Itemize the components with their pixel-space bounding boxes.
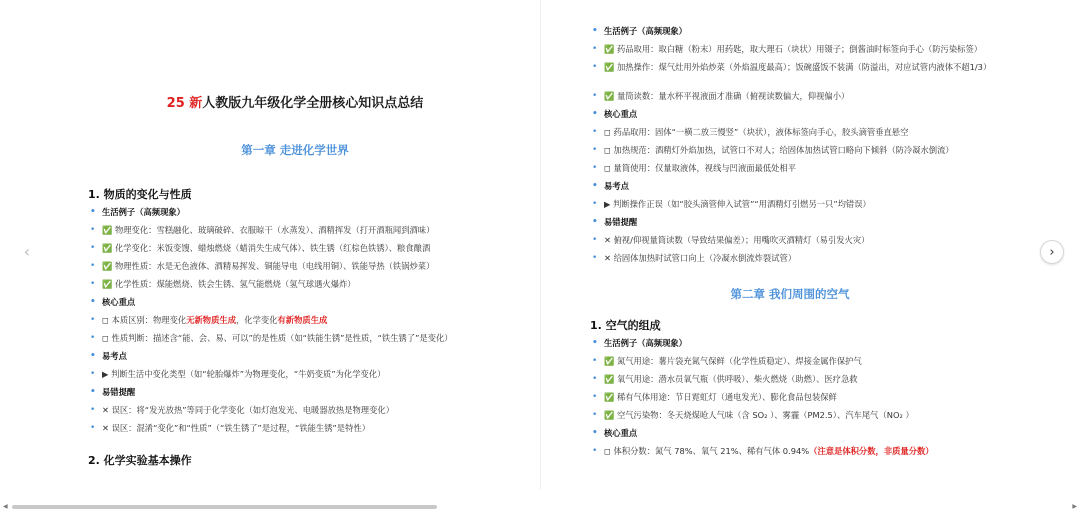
bullet-icon: • xyxy=(90,423,96,433)
list-item: • ◻ 量筒使用：仅量取液体，视线与凹液面最低处相平 xyxy=(592,163,797,173)
horizontal-scrollbar[interactable] xyxy=(0,502,1080,511)
bullet-icon: • xyxy=(592,338,598,348)
section-heading-1: 1. 物质的变化与性质 xyxy=(88,188,192,201)
list-item: • ✅ 加热操作：煤气灶用外焰炒菜（外焰温度最高）；饭碗盛饭不装满（防溢出，对应试管内液体不超1/3） xyxy=(592,62,992,72)
list-item: • 生活例子（高频现象） xyxy=(90,207,185,217)
bullet-icon: • xyxy=(90,279,96,289)
bullet-icon: • xyxy=(90,369,96,379)
bullet-icon: • xyxy=(592,181,598,191)
bullet-icon: • xyxy=(90,297,96,307)
section-heading-air: 1. 空气的组成 xyxy=(590,319,661,332)
bullet-icon: • xyxy=(592,356,598,366)
bullet-icon: • xyxy=(592,253,598,263)
list-item: • ✅ 空气污染物：冬天烧煤呛人气味（含 SO₂ ）、雾霾（PM2.5）、汽车尾气（NO₂ ） xyxy=(592,410,914,420)
scroll-right-icon[interactable]: ▶ xyxy=(1072,503,1077,510)
list-item: • ✅ 化学性质：煤能燃烧、铁会生锈、氢气能燃烧（氢气球遇火爆炸） xyxy=(90,279,356,289)
list-item: • ✕ 给固体加热时试管口向上（冷凝水倒流炸裂试管） xyxy=(592,253,797,263)
list-item: • ✅ 量筒读数：量水杯平视液面才准确（俯视读数偏大，仰视偏小） xyxy=(592,91,850,101)
list-item: • 易考点 xyxy=(90,351,127,361)
list-item: • ✅ 化学变化：米饭变馊、蜡烛燃烧（蜡消失生成气体）、铁生锈（红棕色铁锈）、粮食酿酒 xyxy=(90,243,431,253)
left-list xyxy=(88,207,453,441)
next-page-button[interactable] xyxy=(1040,240,1064,264)
list-item: • ◻ 性质判断：描述含“能、会、易、可以”的是性质（如“铁能生锈”是性质，“铁生锈了”是变化） xyxy=(90,333,453,343)
scroll-left-icon[interactable]: ◀ xyxy=(3,503,8,510)
bullet-icon: • xyxy=(592,163,598,173)
list-item: • ◻ 药品取用：固体“一横二放三慢竖”（块状），液体标签向手心，胶头滴管垂直悬空 xyxy=(592,127,909,137)
bullet-icon: • xyxy=(592,26,598,36)
title-highlight: 25 新 xyxy=(166,96,203,111)
prev-page-button[interactable] xyxy=(16,240,38,262)
list-item: • 易错提醒 xyxy=(592,217,638,227)
bullet-icon: • xyxy=(592,109,598,119)
bullet-icon: • xyxy=(592,374,598,384)
list-item: • ✕ 俯视/仰视量筒读数（导致结果偏差）；用嘴吹灭酒精灯（易引发火灾） xyxy=(592,235,870,245)
bullet-icon: • xyxy=(592,392,598,402)
list-item: • 生活例子（高频现象） xyxy=(592,26,687,36)
list-item: • 核心重点 xyxy=(90,297,136,307)
bullet-icon: • xyxy=(592,217,598,227)
bullet-icon: • xyxy=(592,145,598,155)
list-item: • 易考点 xyxy=(592,181,629,191)
list-item: • ✕ 误区：将“发光放热”等同于化学变化（如灯泡发光、电暖器放热是物理变化） xyxy=(90,405,394,415)
list-item: • ✅ 物理变化：雪糕融化、玻璃破碎、衣服晾干（水蒸发）、酒精挥发（打开酒瓶闻到酒味） xyxy=(90,225,435,235)
chevron-left-icon: ‹ xyxy=(23,241,31,261)
document-title xyxy=(55,92,535,111)
bullet-icon: • xyxy=(90,243,96,253)
list-item: • ✅ 药品取用：取白糖（粉末）用药匙，取大理石（块状）用镊子；倒酱油时标签向手心（防污染标签） xyxy=(592,44,983,54)
bullet-icon: • xyxy=(592,199,598,209)
bullet-icon: • xyxy=(592,235,598,245)
bullet-icon: • xyxy=(592,62,598,72)
bullet-icon: • xyxy=(592,446,598,456)
list-item: • ◻ 加热规范：酒精灯外焰加热，试管口不对人；给固体加热试管口略向下倾斜（防冷凝水倒流） xyxy=(592,145,954,155)
list-item-core: • ◻ 本质区别：物理变化无新物质生成，化学变化有新物质生成 xyxy=(90,315,328,325)
list-item: • ✅ 氮气用途：薯片袋充氮气保鲜（化学性质稳定）、焊接金属作保护气 xyxy=(592,356,862,366)
chapter-1-heading: 第一章 走进化学世界 xyxy=(241,143,349,157)
document-page-right xyxy=(580,0,1020,500)
bullet-icon: • xyxy=(592,91,598,101)
list-item: • ▶ 判断生活中变化类型（如“轮胎爆炸”为物理变化，“牛奶变质”为化学变化） xyxy=(90,369,386,379)
list-item: • ✅ 物理性质：水是无色液体、酒精易挥发、铜能导电（电线用铜）、铁能导热（铁锅炒菜） xyxy=(90,261,435,271)
list-item: • ▶ 判断操作正误（如“胶头滴管伸入试管”“用酒精灯引燃另一只”均错误） xyxy=(592,199,871,209)
right-list-1 xyxy=(590,26,1010,271)
list-item-volume: • ◻ 体积分数：氮气 78%、氧气 21%、稀有气体 0.94%（注意是体积分数，非质量分数） xyxy=(592,446,934,456)
title-text: 人教版九年级化学全册核心知识点总结 xyxy=(202,96,424,111)
scrollbar-thumb[interactable] xyxy=(12,505,437,509)
list-item: • 核心重点 xyxy=(592,428,638,438)
document-page-left xyxy=(55,0,535,500)
list-item: • ✅ 氧气用途：潜水员氧气瓶（供呼吸）、柴火燃烧（助燃）、医疗急救 xyxy=(592,374,858,384)
chapter-2-heading: 第二章 我们周围的空气 xyxy=(730,287,850,301)
bullet-icon: • xyxy=(90,405,96,415)
bullet-icon: • xyxy=(90,387,96,397)
chevron-right-icon: › xyxy=(1049,244,1055,260)
list-item: • ✅ 稀有气体用途：节日霓虹灯（通电发光）、膨化食品包装保鲜 xyxy=(592,392,837,402)
bullet-icon: • xyxy=(592,410,598,420)
section-heading-2: 2. 化学实验基本操作 xyxy=(88,454,192,467)
page-divider xyxy=(540,0,541,490)
bullet-icon: • xyxy=(90,207,96,217)
bullet-icon: • xyxy=(592,44,598,54)
bullet-icon: • xyxy=(90,351,96,361)
bullet-icon: • xyxy=(592,127,598,137)
bullet-icon: • xyxy=(90,225,96,235)
bullet-icon: • xyxy=(90,315,96,325)
list-item: • 易错提醒 xyxy=(90,387,136,397)
list-item: • 核心重点 xyxy=(592,109,638,119)
right-list-2 xyxy=(590,338,934,464)
bullet-icon: • xyxy=(90,261,96,271)
list-item: • ✕ 误区：混淆“变化”和“性质”（“铁生锈了”是过程，“铁能生锈”是特性） xyxy=(90,423,370,433)
list-item: • 生活例子（高频现象） xyxy=(592,338,687,348)
bullet-icon: • xyxy=(592,428,598,438)
bullet-icon: • xyxy=(90,333,96,343)
